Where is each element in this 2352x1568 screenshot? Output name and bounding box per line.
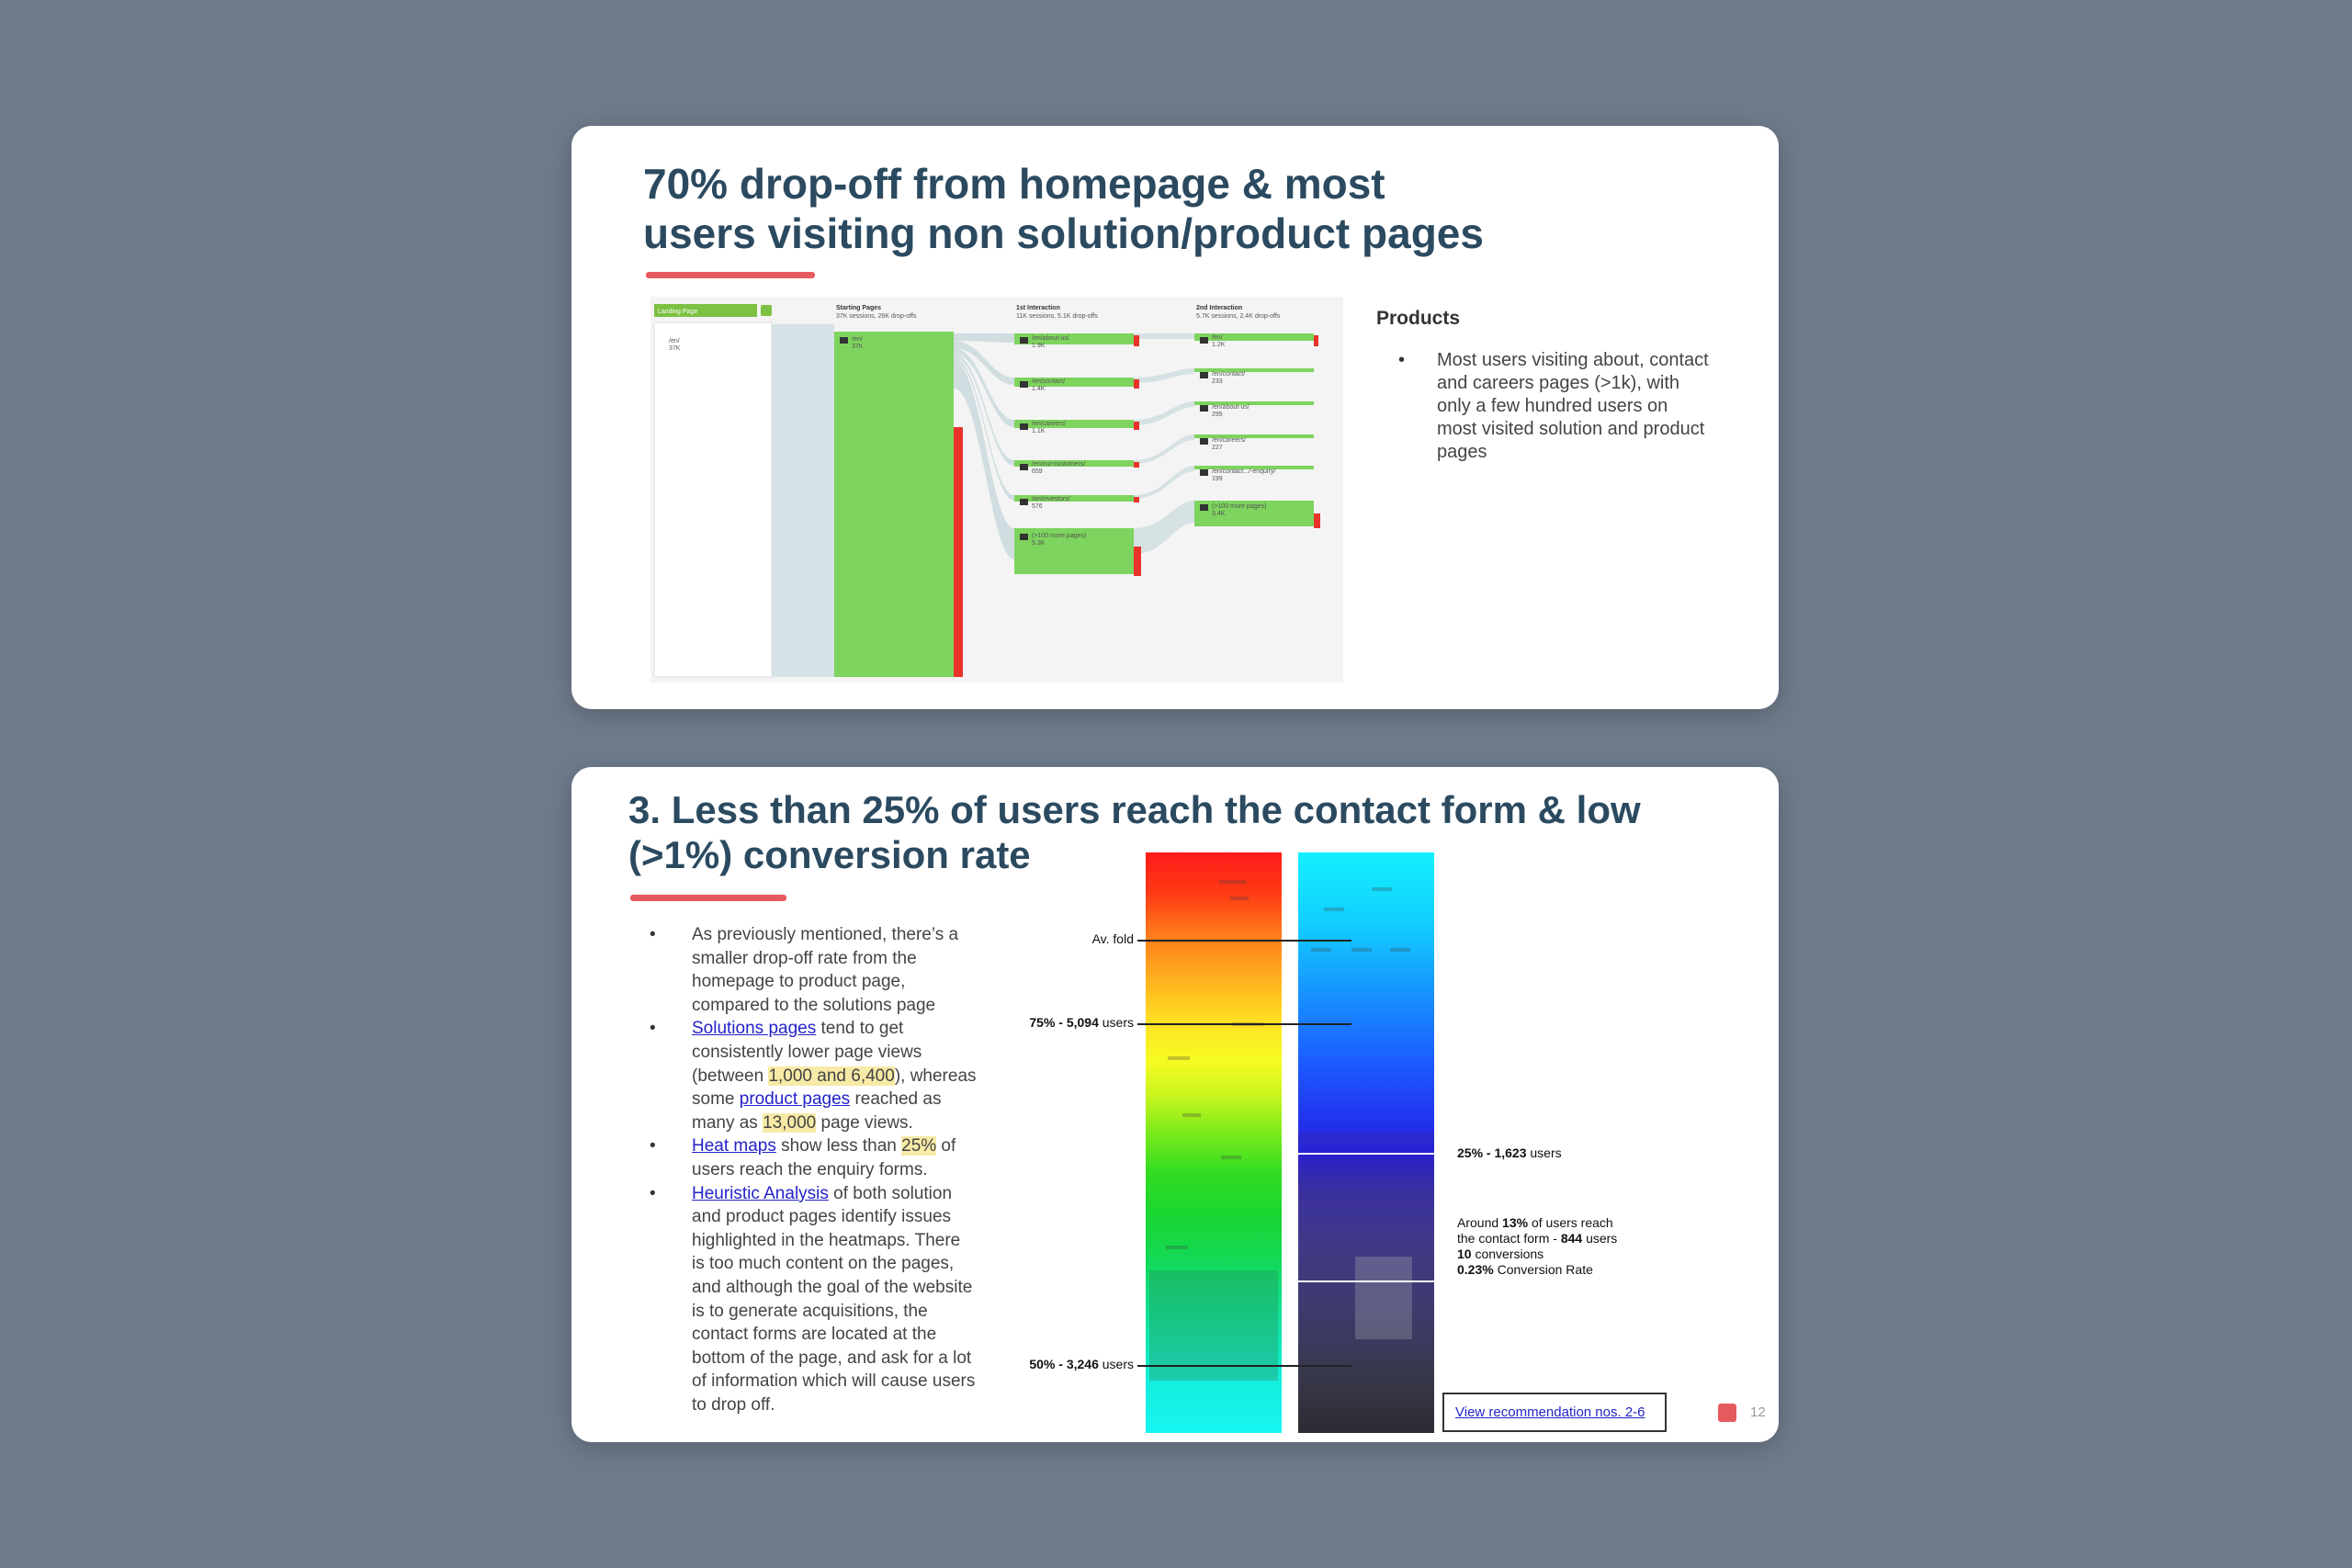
bullet3-text1: show less than — [775, 1136, 902, 1156]
heatmap-mark — [1390, 948, 1410, 952]
p75-suffix: users — [1098, 1015, 1134, 1030]
heuristic-analysis-link[interactable]: Heuristic Analysis — [692, 1183, 829, 1203]
col-sub-starting: 37K sessions, 26K drop-offs — [836, 313, 917, 320]
first-node-2-icon — [1020, 381, 1028, 388]
p50-line — [1137, 1365, 1351, 1367]
p75-value: 75% - 5,094 — [1029, 1015, 1099, 1030]
col-head-starting: Starting Pages — [836, 305, 882, 311]
second-node-2-icon — [1200, 372, 1208, 378]
heatmap-mark — [1221, 1156, 1241, 1159]
slide1-title-line1: 70% drop-off from homepage & most — [643, 160, 1385, 208]
bullet2-text3: reached as many as — [692, 1089, 942, 1133]
first-node-4-count: 659 — [1032, 468, 1043, 475]
starting-node-icon — [840, 337, 848, 344]
first-node-2-dropoff — [1134, 379, 1139, 389]
title-underline — [630, 895, 786, 901]
first-node-2-count: 1.4K — [1032, 386, 1046, 392]
p50-suffix: users — [1098, 1357, 1134, 1371]
first-interaction-nodes — [1014, 333, 1141, 576]
starting-dropoff — [954, 427, 963, 677]
second-node-4-icon — [1200, 438, 1208, 445]
p25-label — [1457, 1145, 1562, 1161]
first-node-1-page: /en/about-us/ — [1032, 335, 1069, 342]
slide2-title-line1: 3. Less than 25% of users reach the contact form & low — [628, 788, 1641, 831]
p75-label — [976, 1015, 1134, 1030]
first-node-5-icon — [1020, 499, 1028, 505]
first-node-4-icon — [1020, 464, 1028, 470]
first-node-6-count: 5.3K — [1032, 540, 1046, 547]
p75-line — [1137, 1023, 1351, 1025]
first-node-4-dropoff — [1134, 462, 1139, 468]
col-sub-second: 5.7K sessions, 2.4K drop-offs — [1196, 313, 1281, 320]
note-text-d: the contact form - — [1457, 1231, 1561, 1246]
heatmap-mark — [1166, 1246, 1188, 1249]
first-node-6-dropoff — [1134, 547, 1141, 576]
landing-label: Landing Page — [658, 309, 698, 315]
note-text-c: of users reach — [1528, 1215, 1613, 1230]
first-node-2-page: /en/contact/ — [1032, 378, 1066, 385]
note-rate: 0.23% — [1457, 1262, 1494, 1277]
first-node-6-page: (>100 more pages) — [1032, 533, 1087, 539]
heatmap-mark — [1311, 948, 1331, 952]
first-node-5-dropoff — [1134, 497, 1139, 502]
second-node-2-count: 233 — [1212, 378, 1223, 385]
fold-label: Av. fold — [1091, 931, 1134, 946]
bullet3-text2: of users reach the enquiry forms. — [692, 1136, 956, 1179]
bullet-heuristic — [653, 1182, 977, 1417]
slide2-title — [628, 787, 1641, 877]
first-node-3-page: /en/careers/ — [1032, 421, 1066, 427]
first-node-1-dropoff — [1134, 335, 1139, 346]
view-recommendation-link[interactable]: View recommendation nos. 2-6 — [1442, 1393, 1667, 1432]
note-text-a: Around — [1457, 1215, 1503, 1230]
solutions-pages-link[interactable]: Solutions pages — [692, 1019, 817, 1039]
heatmap-mark — [1230, 897, 1249, 900]
second-interaction-nodes — [1194, 333, 1320, 528]
first-node-1-count: 1.9K — [1032, 343, 1046, 349]
first-node-4-page: /en/our-customers/ — [1032, 461, 1086, 468]
col-head-second: 2nd Interaction — [1196, 305, 1243, 311]
settings-icon[interactable] — [761, 305, 772, 316]
contact-form-note — [1457, 1215, 1617, 1278]
heatmap-form-area — [1149, 1270, 1278, 1381]
first-node-3-icon — [1020, 423, 1028, 430]
heatmap-mark — [1324, 908, 1344, 911]
heatmap-form-area — [1355, 1257, 1412, 1339]
bullet-drop-off: • As previously mentioned, there’s a smaller drop-off rate from the homepage to product page, compared to the solutions page — [653, 923, 977, 1017]
first-node-5-page: /en/investors/ — [1032, 496, 1070, 502]
bullet2-highlight2: 13,000 — [763, 1112, 817, 1133]
behavior-flow-chart — [650, 297, 1343, 682]
first-node-3-count: 1.1K — [1032, 428, 1046, 434]
slide1-title — [643, 159, 1484, 258]
root-count: 37K — [669, 345, 681, 352]
products-bullet: • Most users visiting about, contact and careers pages (>1k), with only a few hundred users on most visited solution and product pages — [1398, 349, 1711, 464]
heat-maps-link[interactable]: Heat maps — [692, 1136, 776, 1156]
second-node-1-icon — [1200, 337, 1208, 344]
second-node-3-page: /en/about-us/ — [1212, 404, 1250, 411]
note-text-f: users — [1582, 1231, 1618, 1246]
note-text-h: conversions — [1471, 1247, 1544, 1261]
heatmap-mark — [1219, 880, 1247, 884]
root-page-label: /en/ — [669, 338, 680, 344]
second-node-3-count: 295 — [1212, 412, 1223, 418]
first-node-3-dropoff — [1134, 422, 1139, 430]
second-node-6-count: 3.4K — [1212, 511, 1226, 517]
slide-drop-off — [571, 126, 1779, 709]
p25-value: 25% - 1,623 — [1457, 1145, 1527, 1160]
second-node-5-page: /en/contact.../-enquiry/ — [1212, 468, 1276, 475]
bullet3-highlight: 25% — [901, 1136, 937, 1156]
slide2-title-line2: (>1%) conversion rate — [628, 833, 1031, 876]
products-heading: Products — [1376, 308, 1461, 329]
note-users: 844 — [1560, 1231, 1583, 1246]
bullet2-text4: page views. — [816, 1112, 913, 1133]
p50-label — [976, 1357, 1134, 1371]
fold-line — [1137, 940, 1351, 942]
second-node-1-dropoff — [1314, 335, 1318, 346]
note-text-j: Conversion Rate — [1493, 1262, 1593, 1277]
bullet2-text1: tend to get consistently lower page views (between — [692, 1019, 922, 1086]
bullet2-highlight1: 1,000 and 6,400 — [768, 1066, 895, 1086]
bullet-heat-maps — [653, 1134, 977, 1181]
col-head-first: 1st Interaction — [1016, 305, 1060, 311]
starting-node-page: /en/ — [852, 336, 863, 343]
second-node-6-icon — [1200, 504, 1208, 511]
heatmap-mark — [1372, 887, 1392, 891]
starting-node-count: 37K — [852, 344, 864, 350]
page-number: 12 — [1750, 1404, 1766, 1420]
second-node-3-icon — [1200, 405, 1208, 412]
second-node-6-page: (>100 more pages) — [1212, 503, 1267, 510]
bullet4-text: of both solution and product pages identify issues highlighted in the heatmaps. There is too much content on the pages, and although the goal of the website is to generate acquisitions, the contact forms are located at the bottom of the page, and ask for a lot of information which will cause users to drop off. — [692, 1183, 976, 1415]
note-conversions: 10 — [1457, 1247, 1472, 1261]
second-node-5-icon — [1200, 469, 1208, 476]
second-node-1-count: 1.2K — [1212, 342, 1226, 348]
bullet2-text2: ), whereas some — [692, 1066, 977, 1110]
second-node-6-dropoff — [1314, 513, 1320, 528]
first-node-6-icon — [1020, 534, 1028, 540]
second-node-5-count: 199 — [1212, 476, 1223, 482]
heatmap-mark — [1182, 1113, 1201, 1117]
slide-conversion — [571, 767, 1779, 1442]
col-sub-first: 11K sessions, 5.1K drop-offs — [1016, 313, 1098, 320]
products-bullets — [1398, 349, 1711, 464]
second-node-4-page: /en/careers/ — [1212, 437, 1246, 444]
slide1-title-line2: users visiting non solution/product pages — [643, 209, 1484, 257]
p50-value: 50% - 3,246 — [1029, 1357, 1099, 1371]
second-node-2-page: /en/contact/ — [1212, 371, 1246, 378]
brand-logo-icon — [1718, 1404, 1736, 1422]
title-underline — [646, 272, 815, 278]
first-node-1-icon — [1020, 337, 1028, 344]
second-node-1-page: /en/ — [1212, 334, 1223, 341]
landing-panel — [654, 322, 772, 677]
heatmap-mark — [1351, 948, 1372, 952]
product-pages-link[interactable]: product pages — [739, 1089, 851, 1110]
flow-links-second — [1134, 333, 1194, 554]
heatmap-band — [1298, 1133, 1434, 1145]
p25-line — [1298, 1153, 1434, 1155]
p25-suffix: users — [1526, 1145, 1562, 1160]
second-node-4-count: 227 — [1212, 445, 1223, 451]
findings-bullets — [653, 923, 977, 1416]
starting-node[interactable] — [834, 332, 954, 677]
contact-form-line — [1298, 1280, 1434, 1282]
bullet-page-views — [653, 1017, 977, 1134]
flow-svg — [650, 297, 1343, 682]
note-pct: 13% — [1502, 1215, 1529, 1230]
heatmap-mark — [1168, 1056, 1190, 1060]
landing-flow-band — [772, 324, 834, 677]
first-node-5-count: 576 — [1032, 503, 1043, 510]
